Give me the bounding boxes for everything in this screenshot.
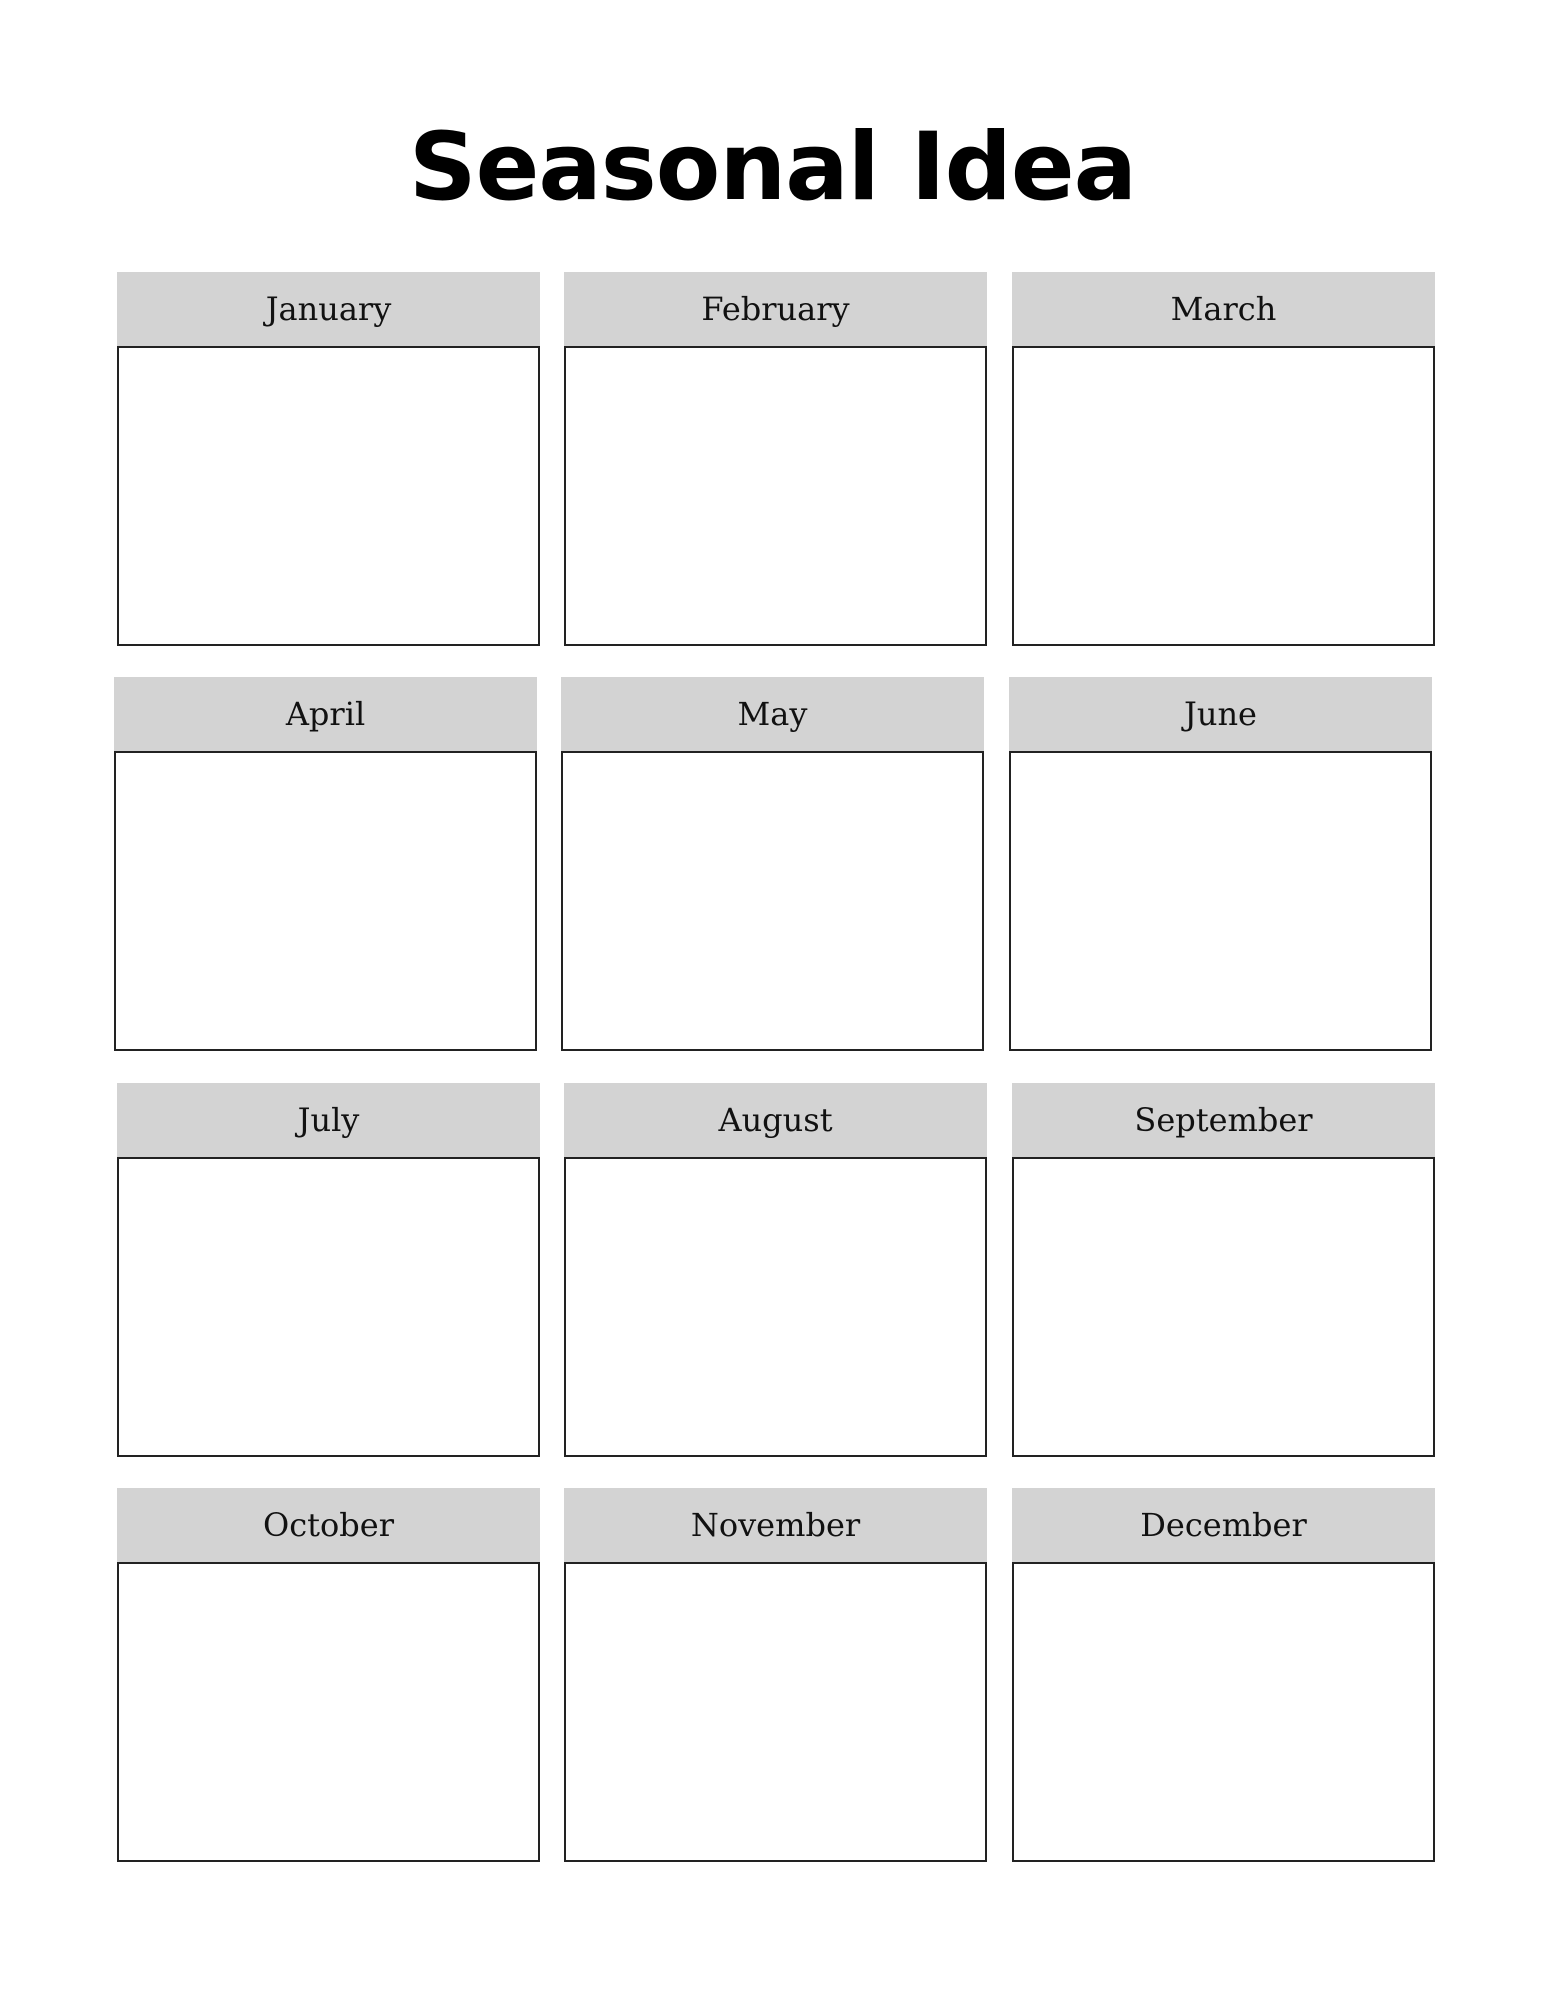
month-cell-june <box>1009 677 1432 1051</box>
notes-box[interactable] <box>114 751 537 1051</box>
month-cell-july <box>117 1083 540 1457</box>
month-header: September <box>1012 1083 1435 1157</box>
month-header: November <box>564 1488 987 1562</box>
month-header: March <box>1012 272 1435 346</box>
month-cell-december <box>1012 1488 1435 1862</box>
month-header: February <box>564 272 987 346</box>
month-cell-march <box>1012 272 1435 646</box>
notes-box[interactable] <box>564 1157 987 1457</box>
page-title: Seasonal Idea <box>408 113 1137 222</box>
month-header: July <box>117 1083 540 1157</box>
month-header: October <box>117 1488 540 1562</box>
month-cell-october <box>117 1488 540 1862</box>
month-header: April <box>114 677 537 751</box>
notes-box[interactable] <box>1012 1562 1435 1862</box>
month-cell-september <box>1012 1083 1435 1457</box>
month-cell-november <box>564 1488 987 1862</box>
notes-box[interactable] <box>1012 346 1435 646</box>
notes-box[interactable] <box>117 346 540 646</box>
month-cell-april <box>114 677 537 1051</box>
notes-box[interactable] <box>564 346 987 646</box>
notes-box[interactable] <box>1009 751 1432 1051</box>
notes-box[interactable] <box>1012 1157 1435 1457</box>
month-cell-august <box>564 1083 987 1457</box>
month-cell-may <box>561 677 984 1051</box>
month-cell-january <box>117 272 540 646</box>
notes-box[interactable] <box>564 1562 987 1862</box>
month-header: August <box>564 1083 987 1157</box>
notes-box[interactable] <box>117 1157 540 1457</box>
notes-box[interactable] <box>561 751 984 1051</box>
month-header: December <box>1012 1488 1435 1562</box>
notes-box[interactable] <box>117 1562 540 1862</box>
month-header: June <box>1009 677 1432 751</box>
month-header: January <box>117 272 540 346</box>
month-cell-february <box>564 272 987 646</box>
month-header: May <box>561 677 984 751</box>
